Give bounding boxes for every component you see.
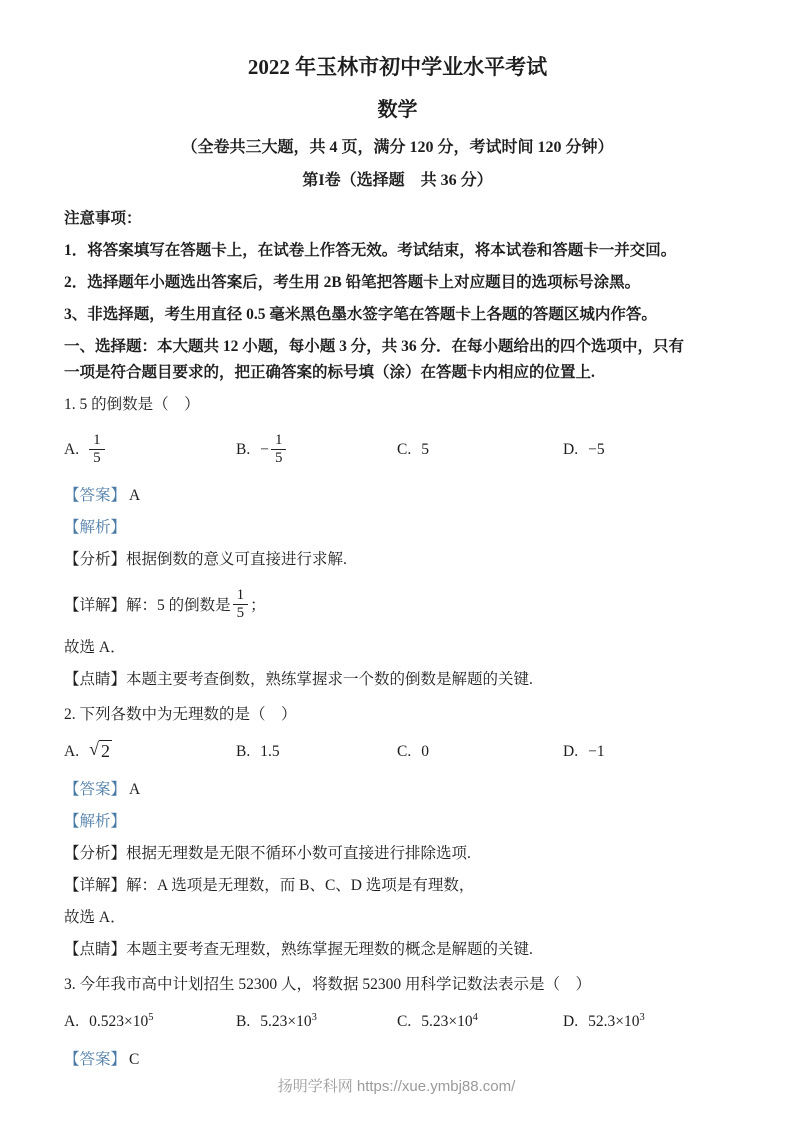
- option-label: A.: [64, 742, 80, 760]
- option-b: [236, 1013, 397, 1031]
- analysis-line: [64, 550, 731, 570]
- question-1-stem: 1. 5 的倒数是（ ）: [64, 395, 200, 413]
- option-label: A.: [64, 1012, 80, 1030]
- detail-line: [64, 876, 731, 896]
- option-value: 5: [421, 440, 429, 458]
- section-intro-line1: 一、选择题：本大题共 12 小题，每小题 3 分，共 36 分．在每小题给出的四个选项中，只有: [64, 338, 685, 356]
- conclusion-line: 故选 A．: [64, 639, 126, 657]
- option-d: [563, 743, 731, 761]
- option-label: B.: [236, 440, 251, 458]
- question-2-options: [64, 737, 731, 767]
- option-value: 0: [421, 742, 429, 760]
- question-1: [64, 395, 731, 691]
- question-3-options: [64, 1007, 731, 1037]
- remark-label: 【点睛】: [64, 941, 127, 959]
- answer-line: [64, 780, 731, 800]
- option-d: [563, 1013, 731, 1031]
- remark-line: [64, 940, 731, 960]
- analysis-line: [64, 844, 731, 864]
- option-value: $5.23\times 10^3$: [260, 1011, 317, 1030]
- exponent: 3: [639, 1011, 645, 1023]
- remark-label: 【点睛】: [64, 671, 127, 689]
- analysis-header-label: 【解析】: [64, 812, 127, 830]
- square-root: [89, 740, 112, 763]
- option-label: D.: [563, 1012, 579, 1030]
- exam-subject: 数学: [377, 99, 418, 122]
- exponent: 3: [311, 1011, 317, 1023]
- option-label: D.: [563, 742, 579, 760]
- option-label: B.: [236, 742, 251, 760]
- radicand: 2: [100, 741, 110, 762]
- answer-value: A: [129, 486, 141, 504]
- exponent: 4: [472, 1011, 478, 1023]
- fraction-denominator: 5: [274, 450, 283, 467]
- notice-block: [64, 209, 731, 383]
- analysis-text: 根据无理数是无限不循环小数可直接进行排除选项.: [126, 845, 471, 862]
- exam-meta-line: （全卷共三大题，共 4 页，满分 120 分，考试时间 120 分钟）: [181, 139, 614, 157]
- question-3: [64, 975, 731, 1070]
- analysis-header-label: 【解析】: [64, 519, 127, 537]
- option-d: [563, 441, 731, 459]
- fraction-denominator: 5: [236, 604, 245, 621]
- option-c: [397, 441, 563, 459]
- exponent: 5: [148, 1011, 154, 1023]
- notice-item-3: 3、非选择题，考生用直径 0.5 毫米黑色墨水签字笔在答题卡上各题的答题区城内作答。: [64, 306, 657, 324]
- option-label: C.: [397, 742, 412, 760]
- analysis-label: 【分析】: [64, 845, 127, 862]
- exam-section-title: 第I卷（选择题 共 36 分）: [302, 172, 493, 190]
- radical-sign: √: [89, 739, 99, 760]
- option-b: [236, 432, 397, 468]
- notice-item-1: 1．将答案填写在答题卡上，在试卷上作答无效。考试结束，将本试卷和答题卡一并交回。: [64, 242, 677, 260]
- detail-suffix: ；: [250, 597, 266, 615]
- question-1-options: [64, 427, 731, 473]
- detail-text: 解：5 的倒数是: [126, 597, 231, 615]
- fraction: [271, 432, 287, 468]
- option-value: −1: [588, 742, 605, 760]
- option-a: [64, 432, 236, 468]
- question-3-stem: 3. 今年我市高中计划招生 52300 人，将数据 52300 用科学记数法表示是（ ）: [64, 975, 592, 993]
- answer-line: [64, 1050, 731, 1070]
- remark-line: [64, 670, 731, 690]
- minus-sign: −: [260, 440, 269, 458]
- fraction-numerator: 1: [233, 587, 249, 605]
- option-c: [397, 1013, 563, 1031]
- question-2-stem: 2. 下列各数中为无理数的是（ ）: [64, 705, 297, 723]
- option-value: $52.3\times 10^3$: [588, 1011, 645, 1030]
- analysis-label: 【分析】: [64, 551, 127, 569]
- answer-line: [64, 486, 731, 506]
- option-label: D.: [563, 440, 579, 458]
- option-value: $0.523\times 10^5$: [89, 1011, 154, 1030]
- footer-watermark: 扬明学科网 https://xue.ymbj88.com/: [277, 1078, 516, 1095]
- question-2: [64, 705, 731, 961]
- section-intro-line2: 一项是符合题目要求的，把正确答案的标号填（涂）在答题卡内相应的位置上.: [64, 363, 595, 381]
- option-label: C.: [397, 440, 412, 458]
- option-label: C.: [397, 1012, 412, 1030]
- answer-value: A: [129, 780, 141, 798]
- fraction: [89, 432, 105, 468]
- option-b: [236, 743, 397, 761]
- fraction-denominator: 5: [93, 450, 101, 467]
- detail-text: 解：A 选项是无理数，而 B、C、D 选项是有理数，: [126, 877, 475, 895]
- notice-item-2: 2．选择题年小题选出答案后，考生用 2B 铅笔把答题卡上对应题目的选项标号涂黑。: [64, 274, 641, 292]
- remark-text: 本题主要考查倒数，熟练掌握求一个数的倒数是解题的关键.: [126, 671, 533, 689]
- detail-line: [64, 582, 731, 626]
- answer-label: 【答案】: [64, 780, 127, 798]
- option-a: [64, 1013, 236, 1031]
- option-value: 1.5: [260, 742, 280, 760]
- answer-label: 【答案】: [64, 1050, 127, 1068]
- analysis-text: 根据倒数的意义可直接进行求解.: [126, 551, 347, 569]
- option-value: $5.23\times 10^4$: [421, 1011, 478, 1030]
- detail-label: 【详解】: [64, 597, 127, 615]
- option-a: [64, 740, 236, 763]
- fraction-numerator: 1: [89, 432, 105, 450]
- analysis-header-line: [64, 812, 731, 832]
- option-value: −5: [588, 440, 605, 458]
- answer-value: C: [129, 1050, 140, 1068]
- notice-heading: 注意事项：: [64, 209, 142, 227]
- remark-text: 本题主要考查无理数，熟练掌握无理数的概念是解题的关键.: [126, 941, 533, 959]
- option-label: B.: [236, 1012, 251, 1030]
- detail-label: 【详解】: [64, 877, 127, 895]
- fraction: [233, 587, 249, 623]
- option-label: A.: [64, 440, 80, 458]
- conclusion-line: 故选 A．: [64, 909, 126, 927]
- option-c: [397, 743, 563, 761]
- exam-title: 2022 年玉林市初中学业水平考试: [247, 55, 548, 79]
- fraction-numerator: 1: [271, 432, 287, 450]
- answer-label: 【答案】: [64, 486, 127, 504]
- analysis-header-line: [64, 518, 731, 538]
